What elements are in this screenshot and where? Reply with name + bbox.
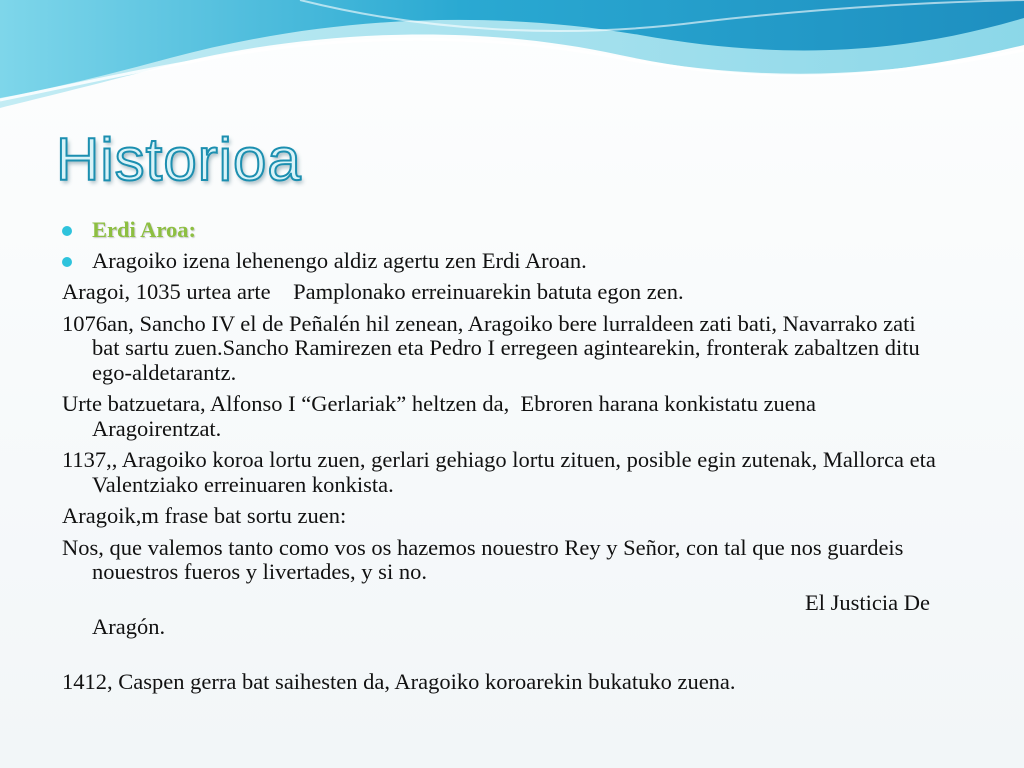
section-heading: Erdi Aroa: xyxy=(92,217,196,242)
paragraph: 1076an, Sancho IV el de Peñalén hil zenean, Aragoiko bere lurraldeen zati bati, Navarrako zati bat sartu zuen.Sancho Ramirezen eta Pedro I erregeen agintearekin, fronterak zabaltzen ditu ego-aldetarantz. xyxy=(62,310,920,385)
paragraph: 1137,, Aragoiko koroa lortu zuen, gerlari gehiago lortu zituen, posible egin zutenak, Mallorca eta Valentziako erreinuaren konkista. xyxy=(62,447,936,497)
paragraph: Aragoi, 1035 urtea arte Pamplonako erreinuarekin batuta egon zen. xyxy=(62,279,684,304)
slide-body xyxy=(62,218,942,695)
bullet-item xyxy=(62,249,942,274)
slide-title: Historioa xyxy=(56,126,302,193)
signature-name: El Justicia De xyxy=(805,589,930,615)
paragraph: Aragoik,m frase bat sortu zuen: xyxy=(62,503,347,528)
quote-paragraph: Nos, que valemos tanto como vos os hazemos nouestro Rey y Señor, con tal que nos guardeis nouestros fueros y livertades, y si no. xyxy=(62,534,904,584)
decorative-wave-header xyxy=(0,0,1024,130)
paragraph: Urte batzuetara, Alfonso I “Gerlariak” heltzen da, Ebroren harana konkistatu zuena Aragoirentzat. xyxy=(62,391,821,441)
signature-place: Aragón. xyxy=(92,614,166,639)
final-paragraph: 1412, Caspen gerra bat saihesten da, Aragoiko koroarekin bukatuko zuena. xyxy=(62,669,736,694)
spacer xyxy=(62,640,942,665)
bullet-dot-icon xyxy=(62,249,92,273)
bullet-item xyxy=(62,218,942,243)
bullet-text: Aragoiko izena lehenengo aldiz agertu zen Erdi Aroan. xyxy=(92,247,587,273)
bullet-dot-icon xyxy=(62,218,92,242)
